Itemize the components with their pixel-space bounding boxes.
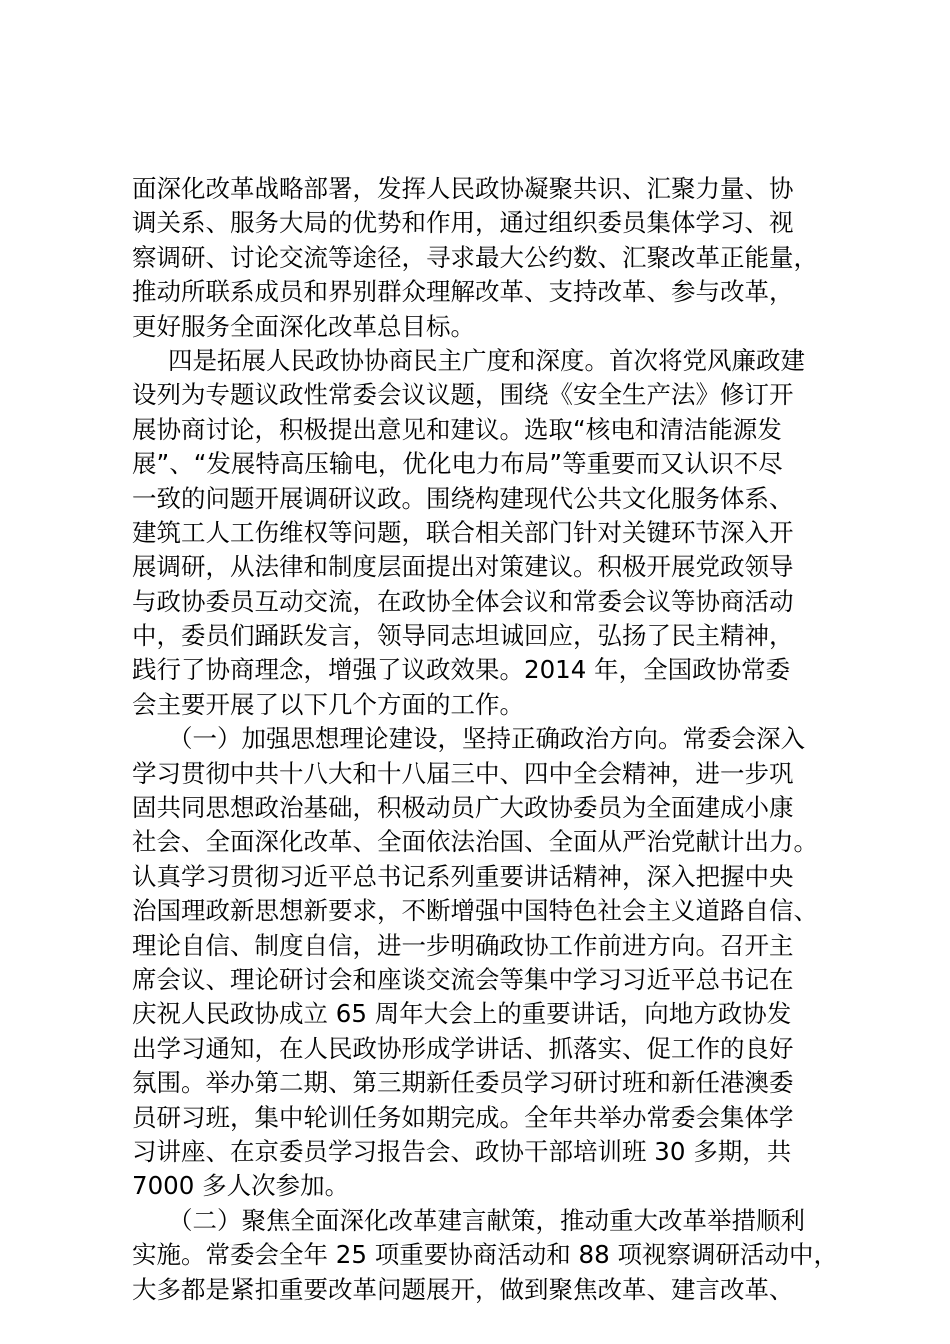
text-line: 学习贯彻中共十八大和十八届三中、四中全会精神，进一步巩 bbox=[132, 758, 794, 788]
text-line: 会主要开展了以下几个方面的工作。 bbox=[132, 689, 524, 719]
text-line: 理论自信、制度自信，进一步明确政协工作前进方向。召开主 bbox=[132, 930, 794, 960]
text-line: 习讲座、在京委员学习报告会、政协干部培训班 30 多期，共 bbox=[132, 1136, 792, 1166]
text-line: 调关系、服务大局的优势和作用，通过组织委员集体学习、视 bbox=[132, 208, 794, 238]
paragraph-first-line: （二）聚焦全面深化改革建言献策，推动重大改革举措顺利 bbox=[168, 1205, 805, 1235]
text-line: 认真学习贯彻习近平总书记系列重要讲话精神，深入把握中央 bbox=[132, 861, 794, 891]
text-line: 实施。常委会全年 25 项重要协商活动和 88 项视察调研活动中， bbox=[132, 1240, 838, 1270]
text-line: 大多都是紧扣重要改革问题展开，做到聚焦改革、建言改革、 bbox=[132, 1274, 794, 1304]
text-line: 更好服务全面深化改革总目标。 bbox=[132, 311, 475, 341]
body-text bbox=[132, 172, 838, 1307]
text-line: 7000 多人次参加。 bbox=[132, 1171, 350, 1201]
text-line: 一致的问题开展调研议政。围绕构建现代公共文化服务体系、 bbox=[132, 483, 794, 513]
text-line: 践行了协商理念，增强了议政效果。2014 年，全国政协常委 bbox=[132, 655, 791, 685]
text-line: 展调研，从法律和制度层面提出对策建议。积极开展党政领导 bbox=[132, 552, 794, 582]
text-line: 与政协委员互动交流，在政协全体会议和常委会议等协商活动 bbox=[132, 586, 794, 616]
text-line: 出学习通知，在人民政协形成学讲话、抓落实、促工作的良好 bbox=[132, 1033, 794, 1063]
text-line: 庆祝人民政协成立 65 周年大会上的重要讲话，向地方政协发 bbox=[132, 999, 792, 1029]
text-line: 固共同思想政治基础，积极动员广大政协委员为全面建成小康 bbox=[132, 793, 794, 823]
text-line: 社会、全面深化改革、全面依法治国、全面从严治党献计出力。 bbox=[132, 827, 818, 857]
text-line: 治国理政新思想新要求，不断增强中国特色社会主义道路自信、 bbox=[132, 896, 818, 926]
text-line: 设列为专题议政性常委会议议题，围绕《安全生产法》修订开 bbox=[132, 380, 794, 410]
paragraph-first-line: （一）加强思想理论建设，坚持正确政治方向。常委会深入 bbox=[168, 724, 805, 754]
text-line: 察调研、讨论交流等途径，寻求最大公约数、汇聚改革正能量， bbox=[132, 242, 818, 272]
text-line: 推动所联系成员和界别群众理解改革、支持改革、参与改革， bbox=[132, 277, 794, 307]
text-line: 建筑工人工伤维权等问题，联合相关部门针对关键环节深入开 bbox=[132, 517, 794, 547]
text-line: 席会议、理论研讨会和座谈交流会等集中学习习近平总书记在 bbox=[132, 964, 794, 994]
text-line: 面深化改革战略部署，发挥人民政协凝聚共识、汇聚力量、协 bbox=[132, 174, 794, 203]
text-line: 展协商讨论，积极提出意见和建议。选取“核电和清洁能源发 bbox=[132, 414, 782, 444]
text-line: 氛围。举办第二期、第三期新任委员学习研讨班和新任港澳委 bbox=[132, 1068, 794, 1098]
text-line: 展”、“发展特高压输电，优化电力布局”等重要而又认识不尽 bbox=[132, 449, 783, 479]
text-line: 员研习班，集中轮训任务如期完成。全年共举办常委会集体学 bbox=[132, 1102, 794, 1132]
paragraph-first-line: 四是拓展人民政协协商民主广度和深度。首次将党风廉政建 bbox=[168, 345, 805, 375]
text-line: 中，委员们踊跃发言，领导同志坦诚回应，弘扬了民主精神， bbox=[132, 621, 794, 651]
